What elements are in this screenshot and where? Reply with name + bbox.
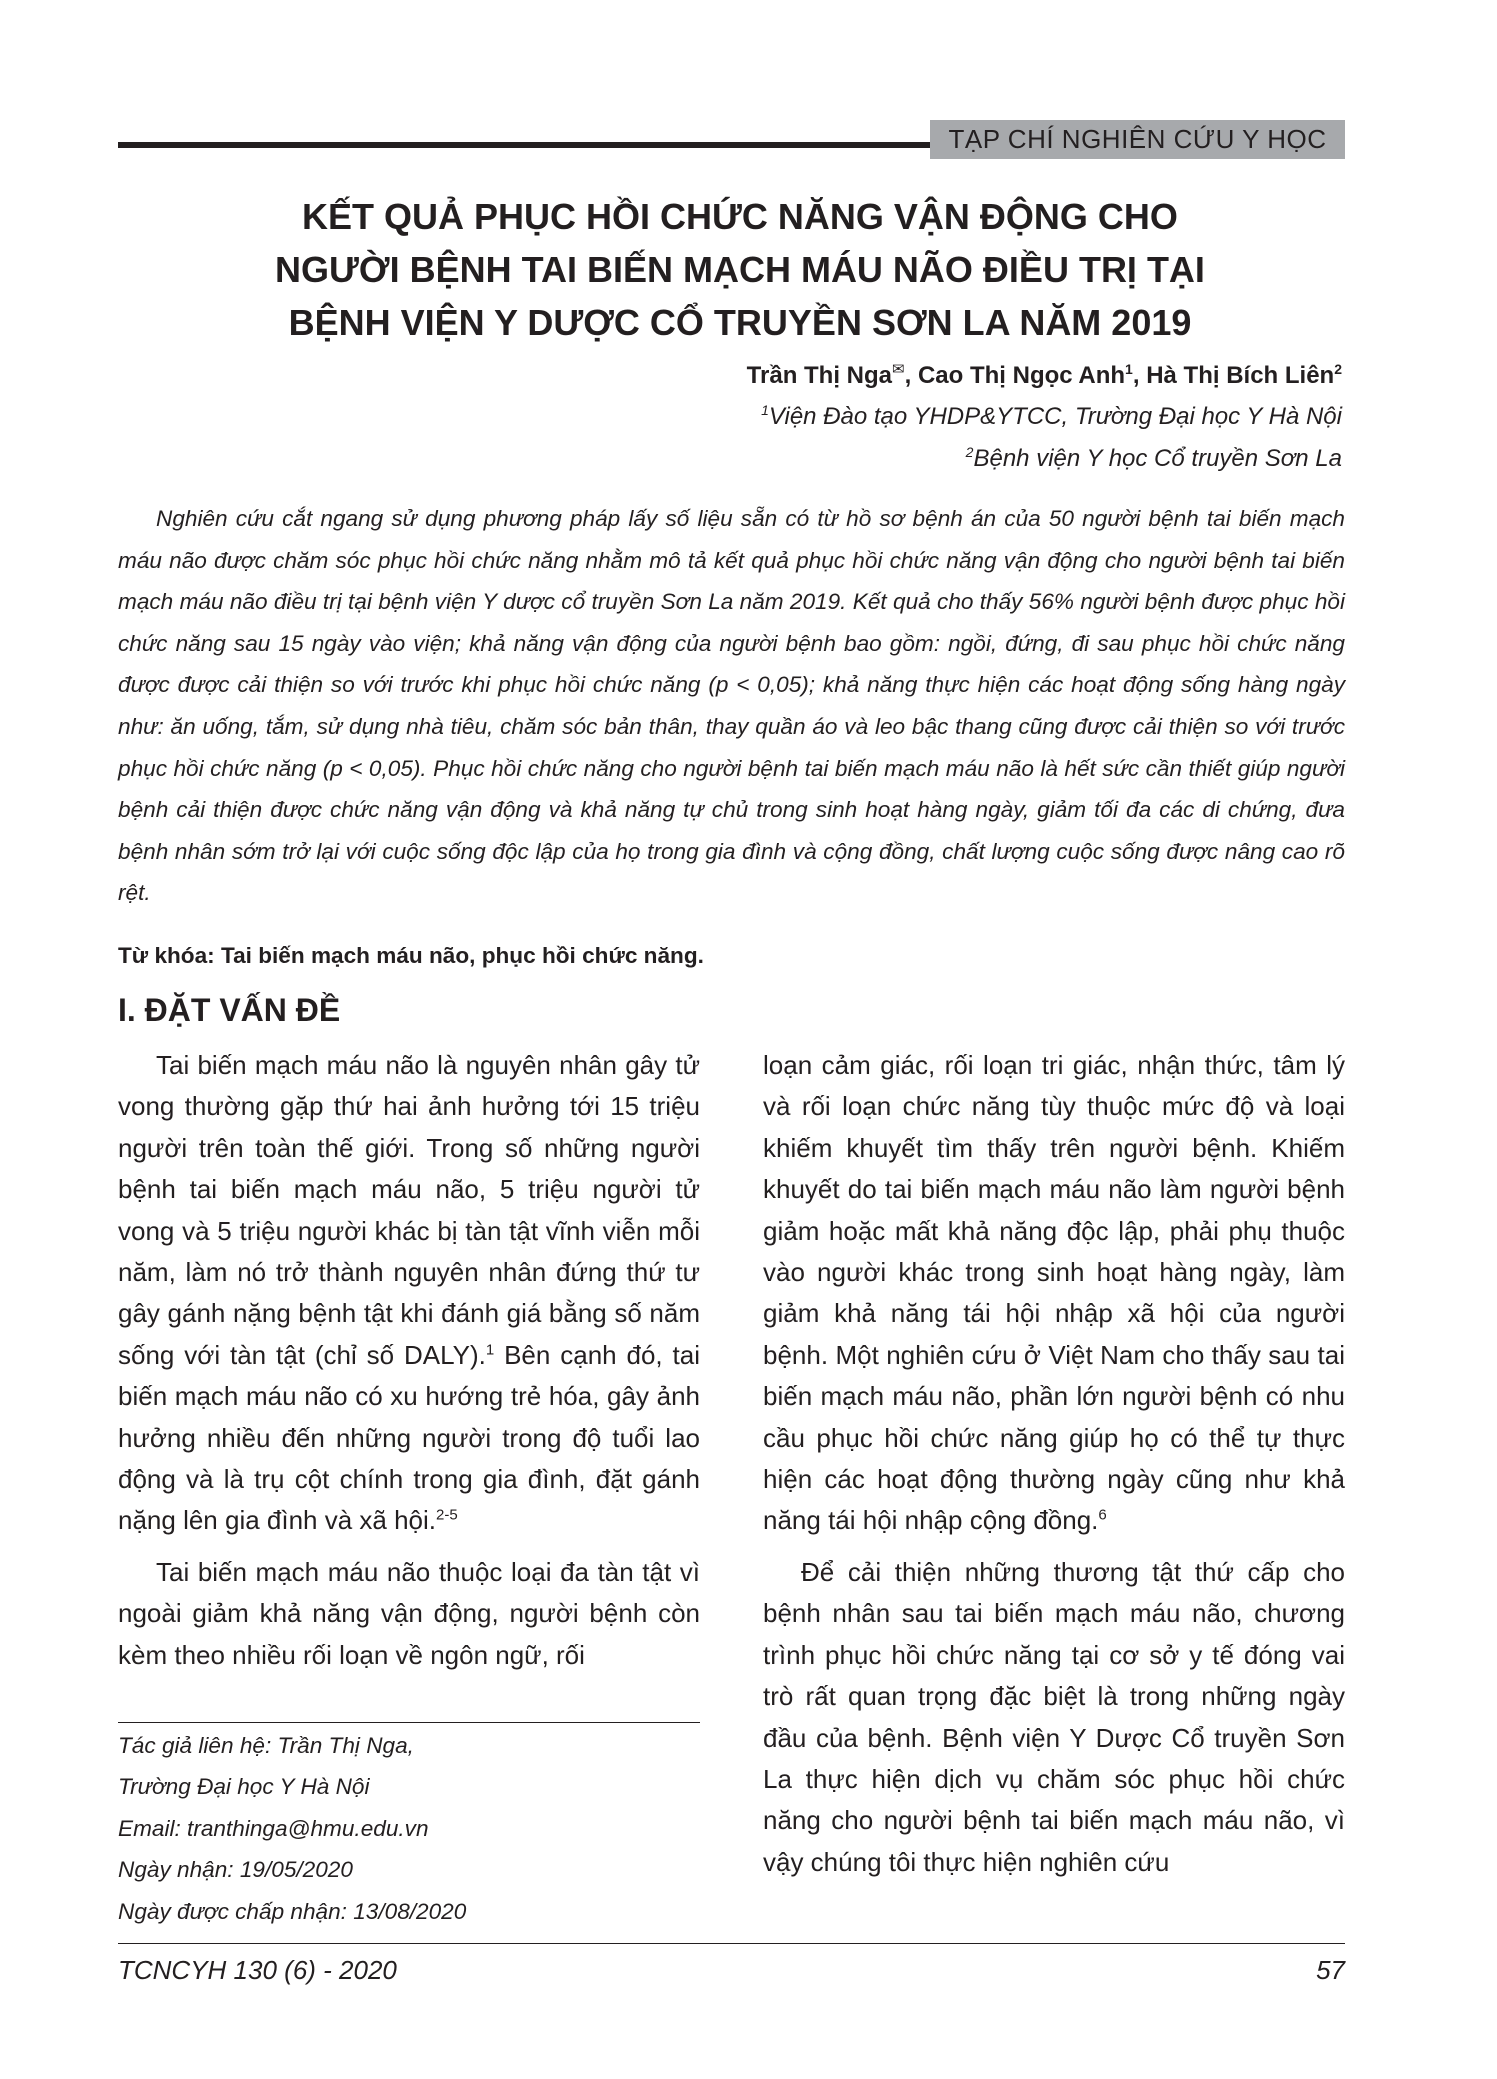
body-paragraph (763, 1045, 1345, 1542)
affiliation-2 (966, 436, 1342, 475)
body-paragraph (118, 1045, 700, 1542)
author-3-affiliation-mark: 2 (1334, 361, 1342, 377)
keywords: Từ khóa: Tai biến mạch máu não, phục hồi chức năng. (118, 943, 704, 968)
affiliation-2-mark: 2 (965, 444, 974, 460)
author-list (747, 352, 1342, 393)
affiliation-1-mark: 1 (761, 402, 769, 418)
body-paragraph: Tai biến mạch máu não thuộc loại đa tàn tật vì ngoài giảm khả năng vận động, người bệnh còn kèm theo nhiều rối loạn về ngôn ngữ, rối (118, 1556, 700, 1670)
page-number: 57 (1316, 1955, 1345, 1985)
footnote-contact: Tác giả liên hệ: Trần Thị Nga, (118, 1733, 414, 1758)
footnote-received: Ngày nhận: 19/05/2020 (118, 1857, 353, 1883)
citation-ref: 1 (485, 1341, 495, 1359)
header-rule (118, 142, 938, 148)
title-line-2: NGƯỜI BỆNH TAI BIẾN MẠCH MÁU NÃO ĐIỀU TRỊ TẠI (275, 249, 1205, 290)
title-line-3: BỆNH VIỆN Y DƯỢC CỔ TRUYỀN SƠN LA NĂM 2019 (288, 302, 1192, 343)
footnote-email: Email: tranthinga@hmu.edu.vn (118, 1815, 429, 1841)
author-2-affiliation-mark: 1 (1125, 361, 1133, 377)
body-column-left (118, 1045, 700, 1676)
paragraph-text: Bên cạnh đó, tai biến mạch máu não có xu hướng trẻ hóa, gây ảnh hưởng nhiều đến những người trong độ tuổi lao động và là trụ cột chính trong gia đình, đặt gánh nặng lên gia đình và xã hội. (118, 1339, 701, 1536)
author-separator: , (904, 362, 918, 389)
abstract (118, 498, 1345, 914)
body-column-right (763, 1045, 1345, 1883)
article-title (140, 190, 1340, 349)
envelope-icon: ✉ (892, 361, 905, 378)
paragraph-text: Tai biến mạch máu não là nguyên nhân gây tử vong thường gặp thứ hai ảnh hưởng tới 15 triệu người trên toàn thế giới. Trong số những người bệnh tai biến mạch máu não, 5 triệu người tử vong và 5 triệu người khác bị tàn tật vĩnh viễn mỗi năm, làm nó trở thành nguyên nhân đứng thứ tư gây gánh nặng bệnh tật khi đánh giá bằng số năm sống với tàn tật (chỉ số DALY). (118, 1050, 700, 1370)
author-1: Trần Thị Nga (746, 362, 893, 389)
footnote-rule (118, 1722, 700, 1723)
journal-name: TẠP CHÍ NGHIÊN CỨU Y HỌC (930, 120, 1345, 159)
affiliation-1 (761, 394, 1342, 433)
author-3: Hà Thị Bích Liên (1146, 362, 1335, 389)
author-separator: , (1132, 362, 1147, 389)
citation-ref: 2-5 (436, 1506, 458, 1524)
footnote-accepted: Ngày được chấp nhận: 13/08/2020 (118, 1898, 467, 1924)
paragraph-text: loạn cảm giác, rối loạn tri giác, nhận thức, tâm lý và rối loạn chức năng tùy thuộc mức độ và loại khiếm khuyết tìm thấy trên người bệnh. Khiếm khuyết do tai biến mạch máu não làm người bệnh giảm hoặc mất khả năng độc lập, phải phụ thuộc vào người khác trong sinh hoạt hàng ngày, làm giảm khả năng tái hội nhập xã hội của người bệnh. Một nghiên cứu ở Việt Nam cho thấy sau tai biến mạch máu não, phần lớn người bệnh có nhu cầu phục hồi chức năng giúp họ có thể tự thực hiện các hoạt động thường ngày cũng như khả năng tái hội nhập cộng đồng. (763, 1050, 1345, 1536)
affiliation-1-text: Viện Đào tạo YHDP&YTCC, Trường Đại học Y Hà Nội (768, 403, 1342, 430)
footnotes (118, 1725, 700, 1932)
footer-rule (118, 1943, 1345, 1944)
abstract-text: Nghiên cứu cắt ngang sử dụng phương pháp lấy số liệu sẵn có từ hồ sơ bệnh án của 50 người bệnh tai biến mạch máu não được chăm sóc phục hồi chức năng nhằm mô tả kết quả phục hồi chức năng vận động cho người bệnh tai biến mạch máu não điều trị tại bệnh viện Y dược cổ truyền Sơn La năm 2019. Kết quả cho thấy 56% người bệnh được phục hồi chức năng sau 15 ngày vào viện; khả năng vận động của người bệnh bao gồm: ngồi, đứng, đi sau phục hồi chức năng được được cải thiện so với trước khi phục hồi chức năng (p < 0,05); khả năng thực hiện các hoạt động sống hàng ngày như: ăn uống, tắm, sử dụng nhà tiêu, chăm sóc bản thân, thay quần áo và leo bậc thang cũng được cải thiện so với trước phục hồi chức năng (p < 0,05). Phục hồi chức năng cho người bệnh tai biến mạch máu não là hết sức cần thiết giúp người bệnh cải thiện được chức năng vận động và khả năng tự chủ trong sinh hoạt hàng ngày, giảm tối đa các di chứng, đưa bệnh nhân sớm trở lại với cuộc sống độc lập của họ trong gia đình và cộng đồng, chất lượng cuộc sống được nâng cao rõ rệt. (118, 506, 1345, 906)
body-paragraph: Để cải thiện những thương tật thứ cấp cho bệnh nhân sau tai biến mạch máu não, chương trình phục hồi chức năng tại cơ sở y tế đóng vai trò rất quan trọng đặc biệt là trong những ngày đầu của bệnh. Bệnh viện Y Dược Cổ truyền Sơn La thực hiện dịch vụ chăm sóc phục hồi chức năng cho người bệnh tai biến mạch máu não, vì vậy chúng tôi thực hiện nghiên cứu (763, 1556, 1345, 1877)
section-heading: I. ĐẶT VẤN ĐỀ (118, 992, 341, 1028)
author-2: Cao Thị Ngọc Anh (917, 362, 1126, 389)
citation-ref: 6 (1098, 1506, 1107, 1524)
footnote-institution: Trường Đại học Y Hà Nội (118, 1774, 370, 1800)
journal-citation: TCNCYH 130 (6) - 2020 (118, 1955, 397, 1985)
affiliation-2-text: Bệnh viện Y học Cổ truyền Sơn La (973, 445, 1342, 472)
title-line-1: KẾT QUẢ PHỤC HỒI CHỨC NĂNG VẬN ĐỘNG CHO (302, 196, 1178, 237)
